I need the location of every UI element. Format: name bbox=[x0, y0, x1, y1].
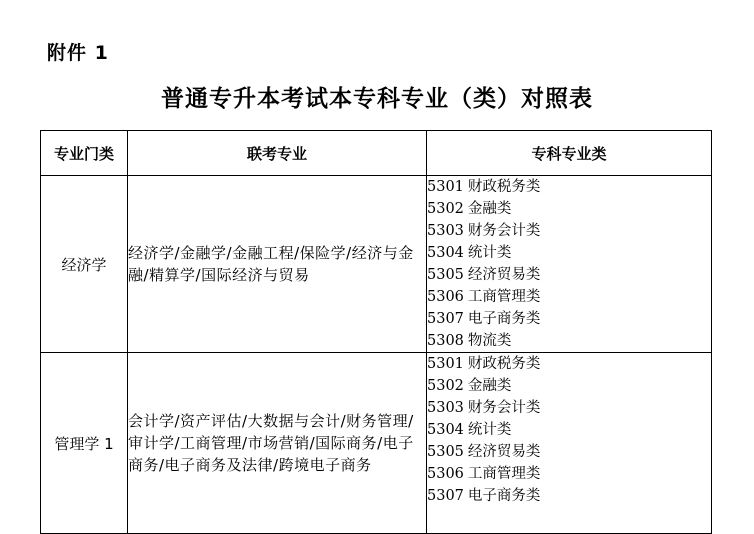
specialty-name: 财务会计类 bbox=[467, 400, 541, 416]
specialty-class-item bbox=[427, 441, 711, 463]
header-category: 专业门类 bbox=[41, 131, 128, 176]
specialty-class-item bbox=[427, 308, 711, 330]
specialty-name: 金融类 bbox=[467, 201, 512, 217]
specialty-name: 经济贸易类 bbox=[467, 267, 541, 283]
majors-cell: 经济学/金融学/金融工程/保险学/经济与金融/精算学/国际经济与贸易 bbox=[128, 176, 427, 353]
table-row bbox=[41, 176, 712, 353]
specialty-code: 5302 bbox=[427, 378, 464, 394]
specialty-code: 5306 bbox=[427, 289, 464, 305]
specialty-name: 统计类 bbox=[467, 245, 512, 261]
specialty-name: 金融类 bbox=[467, 378, 512, 394]
specialty-class-item bbox=[427, 419, 711, 441]
specialty-name: 财务会计类 bbox=[467, 223, 541, 239]
specialty-class-item bbox=[427, 242, 711, 264]
specialty-code: 5301 bbox=[427, 179, 464, 195]
specialty-code: 5305 bbox=[427, 444, 464, 460]
specialty-name: 电子商务类 bbox=[467, 488, 541, 504]
attachment-label: 附件 1 bbox=[47, 42, 109, 64]
category-cell: 管理学 1 bbox=[41, 353, 128, 534]
specialty-name: 统计类 bbox=[467, 422, 512, 438]
majors-cell: 会计学/资产评估/大数据与会计/财务管理/审计学/工商管理/市场营销/国际商务/电子商务/电子商务及法律/跨境电子商务 bbox=[128, 353, 427, 534]
specialty-name: 财政税务类 bbox=[467, 179, 541, 195]
specialty-class-item bbox=[427, 485, 711, 507]
specialty-code: 5302 bbox=[427, 201, 464, 217]
specialty-class-item bbox=[427, 397, 711, 419]
specialty-code: 5304 bbox=[427, 245, 464, 261]
specialty-class-item bbox=[427, 220, 711, 242]
specialty-code: 5307 bbox=[427, 311, 464, 327]
specialty-name: 工商管理类 bbox=[467, 289, 541, 305]
document-title: 普通专升本考试本专科专业（类）对照表 bbox=[161, 85, 593, 112]
specialty-code: 5304 bbox=[427, 422, 464, 438]
category-cell: 经济学 bbox=[41, 176, 128, 353]
specialty-classes-cell bbox=[427, 353, 712, 534]
specialty-code: 5303 bbox=[427, 400, 464, 416]
specialty-class-item bbox=[427, 198, 711, 220]
specialty-code: 5305 bbox=[427, 267, 464, 283]
specialty-name: 经济贸易类 bbox=[467, 444, 541, 460]
major-mapping-table bbox=[40, 130, 712, 534]
header-specialty-classes: 专科专业类 bbox=[427, 131, 712, 176]
specialty-name: 电子商务类 bbox=[467, 311, 541, 327]
specialty-name: 工商管理类 bbox=[467, 466, 541, 482]
specialty-class-item bbox=[427, 353, 711, 375]
specialty-code: 5306 bbox=[427, 466, 464, 482]
header-joint-exam-majors: 联考专业 bbox=[128, 131, 427, 176]
specialty-name: 财政税务类 bbox=[467, 356, 541, 372]
specialty-name: 物流类 bbox=[467, 333, 512, 349]
specialty-classes-cell bbox=[427, 176, 712, 353]
specialty-code: 5308 bbox=[427, 333, 464, 349]
specialty-class-item bbox=[427, 463, 711, 485]
specialty-class-item bbox=[427, 264, 711, 286]
table-header-row bbox=[41, 131, 712, 176]
specialty-code: 5303 bbox=[427, 223, 464, 239]
specialty-class-item bbox=[427, 330, 711, 352]
specialty-class-item bbox=[427, 286, 711, 308]
table-row bbox=[41, 353, 712, 534]
specialty-class-item bbox=[427, 375, 711, 397]
specialty-code: 5301 bbox=[427, 356, 464, 372]
specialty-code: 5307 bbox=[427, 488, 464, 504]
specialty-class-item bbox=[427, 176, 711, 198]
